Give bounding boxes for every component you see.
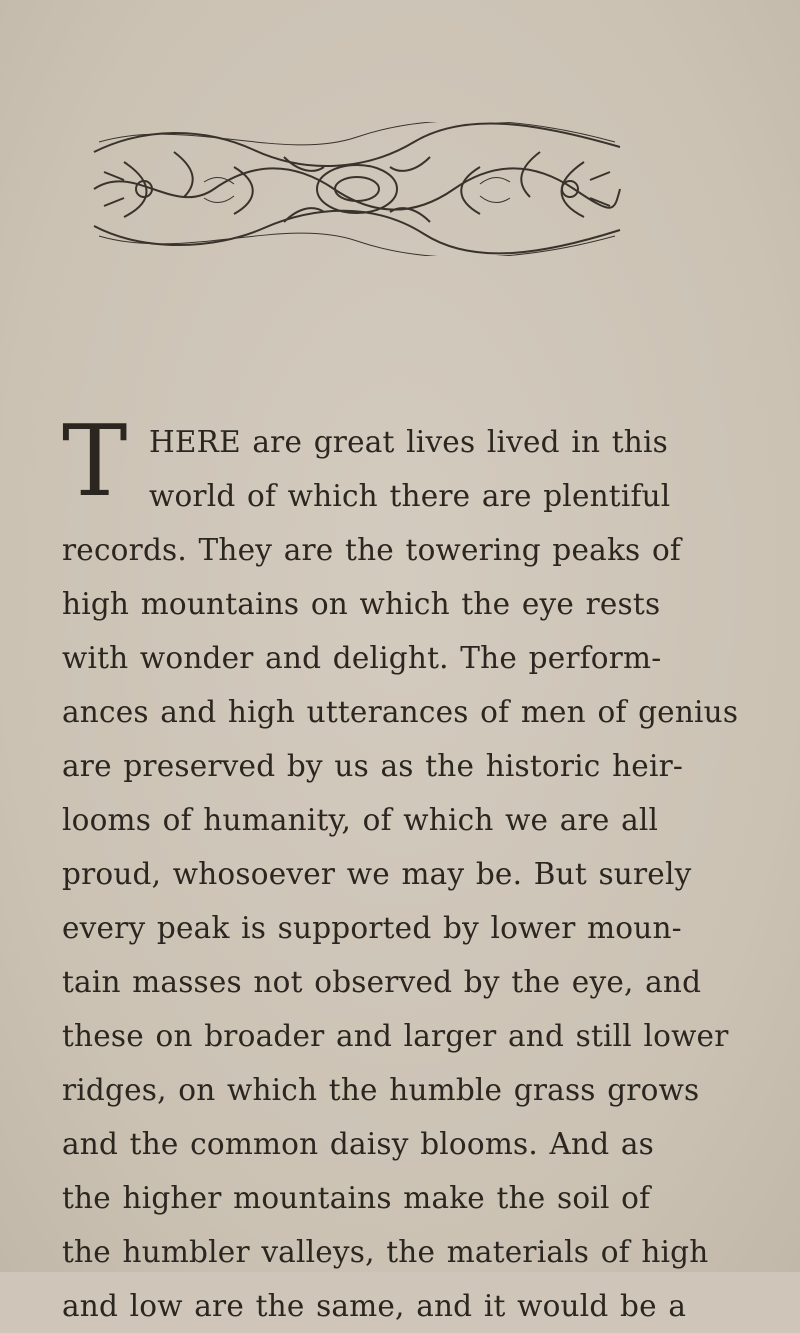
text-line: these on broader and larger and still lower <box>62 1019 729 1053</box>
text-line: proud, whosoever we may be. But surely <box>62 857 692 891</box>
scrollwork-headpiece-icon <box>84 122 630 256</box>
body-text <box>62 405 739 1333</box>
text-line: and the common daisy blooms. And as <box>62 1127 654 1161</box>
text-line: with wonder and delight. The perform- <box>62 641 662 675</box>
text-line: are preserved by us as the historic heir- <box>62 749 684 783</box>
text-line: the humbler valleys, the materials of high <box>62 1235 709 1269</box>
text-line: and low are the same, and it would be a <box>62 1289 687 1323</box>
text-line: records. They are the towering peaks of <box>62 533 682 567</box>
text-line: world of which there are plentiful <box>149 479 671 513</box>
drop-cap: T <box>62 405 128 519</box>
text-line: ances and high utterances of men of genius <box>62 695 739 729</box>
text-line: looms of humanity, of which we are all <box>62 803 659 837</box>
text-line: every peak is supported by lower moun- <box>62 911 682 945</box>
text-line: the higher mountains make the soil of <box>62 1181 651 1215</box>
text-line: ridges, on which the humble grass grows <box>62 1073 700 1107</box>
text-line: high mountains on which the eye rests <box>62 587 661 621</box>
first-line-text: HERE are great lives lived in this <box>149 425 668 459</box>
text-line: tain masses not observed by the eye, and <box>62 965 702 999</box>
